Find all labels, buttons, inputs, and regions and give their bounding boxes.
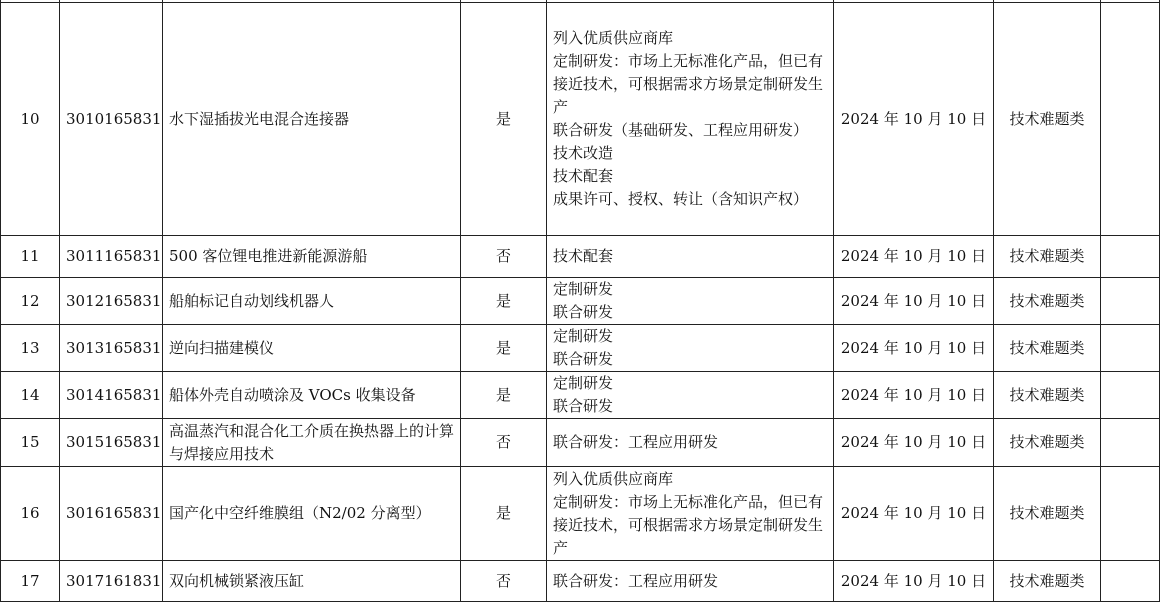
cooperation-mode-line: 定制研发 [553,327,614,345]
remark-cell [1101,3,1160,236]
cooperation-mode-cell [547,236,834,278]
remark-cell [1101,561,1160,602]
cooperation-mode-cell [547,325,834,372]
date-cell: 2024 年 10 月 10 日 [834,372,994,419]
demand-name-cell: 水下湿插拔光电混合连接器 [163,3,461,236]
cooperation-mode-cell [547,419,834,467]
cooperation-mode-line: 联合研发 [553,303,614,321]
cooperation-mode-cell [547,3,834,236]
category-cell: 技术难题类 [994,372,1101,419]
yes-no-cell: 否 [461,419,547,467]
remark-cell [1101,236,1160,278]
remark-cell [1101,467,1160,561]
demand-code-cell: 3012165831 [60,278,163,325]
cooperation-mode-line: 联合研发 [553,397,614,415]
yes-no-cell: 否 [461,561,547,602]
table-row [1,467,1160,561]
table-row [1,3,1160,236]
yes-no-cell: 否 [461,236,547,278]
demand-name-cell: 国产化中空纤维膜组（N2/02 分离型） [163,467,461,561]
category-cell: 技术难题类 [994,419,1101,467]
cooperation-mode-cell [547,372,834,419]
row-number-cell: 10 [1,3,60,236]
yes-no-cell: 是 [461,3,547,236]
remark-cell [1101,278,1160,325]
cooperation-mode-line: 联合研发：工程应用研发 [553,571,719,590]
cooperation-mode-line: 列入优质供应商库 [553,469,674,488]
yes-no-cell: 是 [461,278,547,325]
yes-no-cell: 是 [461,372,547,419]
demand-code-cell: 3015165831 [60,419,163,467]
demand-name-cell: 高温蒸汽和混合化工介质在换热器上的计算与焊接应用技术 [163,419,461,467]
row-number-cell: 11 [1,236,60,278]
row-number-cell: 12 [1,278,60,325]
category-cell: 技术难题类 [994,3,1101,236]
cooperation-mode-line: 定制研发 [553,374,614,392]
date-cell: 2024 年 10 月 10 日 [834,278,994,325]
cooperation-mode-line: 联合研发：工程应用研发 [553,433,719,451]
demand-code-cell: 3017161831 [60,561,163,602]
date-cell: 2024 年 10 月 10 日 [834,561,994,602]
cooperation-mode-line: 定制研发：市场上无标准化产品，但已有接近技术，可根据需求方场景定制研发生产 [553,52,824,116]
table-row [1,325,1160,372]
category-cell: 技术难题类 [994,561,1101,602]
row-number-cell: 16 [1,467,60,561]
table-row [1,419,1160,467]
cooperation-mode-line: 技术配套 [553,167,614,185]
demand-name-cell: 500 客位锂电推进新能源游船 [163,236,461,278]
demand-code-cell: 3011165831 [60,236,163,278]
row-number-cell: 15 [1,419,60,467]
cooperation-mode-line: 技术配套 [553,247,614,265]
demand-code-cell: 3010165831 [60,3,163,236]
demand-code-cell: 3016165831 [60,467,163,561]
date-cell: 2024 年 10 月 10 日 [834,325,994,372]
demand-code-cell: 3014165831 [60,372,163,419]
cooperation-mode-line: 技术改造 [553,144,614,162]
demand-name-cell: 双向机械锁紧液压缸 [163,561,461,602]
row-number-cell: 14 [1,372,60,419]
cooperation-mode-cell [547,278,834,325]
cooperation-mode-line: 定制研发：市场上无标准化产品，但已有接近技术，可根据需求方场景定制研发生产 [553,492,824,557]
demand-code-cell: 3013165831 [60,325,163,372]
yes-no-cell: 是 [461,325,547,372]
category-cell: 技术难题类 [994,325,1101,372]
demand-name-cell: 逆向扫描建模仪 [163,325,461,372]
demand-name-cell: 船舶标记自动划线机器人 [163,278,461,325]
row-number-cell: 17 [1,561,60,602]
remark-cell [1101,325,1160,372]
table-row [1,372,1160,419]
date-cell: 2024 年 10 月 10 日 [834,3,994,236]
cooperation-mode-line: 列入优质供应商库 [553,29,674,47]
category-cell: 技术难题类 [994,236,1101,278]
date-cell: 2024 年 10 月 10 日 [834,467,994,561]
table-row [1,278,1160,325]
table-row [1,236,1160,278]
table-body [1,3,1160,602]
cooperation-mode-cell [547,561,834,602]
cooperation-mode-line: 联合研发 [553,350,614,368]
remark-cell [1101,372,1160,419]
demand-name-cell: 船体外壳自动喷涂及 VOCs 收集设备 [163,372,461,419]
cooperation-mode-line: 成果许可、授权、转让（含知识产权） [553,190,809,208]
cooperation-mode-line: 联合研发（基础研发、工程应用研发） [553,121,809,139]
date-cell: 2024 年 10 月 10 日 [834,419,994,467]
date-cell: 2024 年 10 月 10 日 [834,236,994,278]
cooperation-mode-cell [547,467,834,561]
yes-no-cell: 是 [461,467,547,561]
remark-cell [1101,419,1160,467]
category-cell: 技术难题类 [994,467,1101,561]
category-cell: 技术难题类 [994,278,1101,325]
cooperation-mode-line: 定制研发 [553,280,614,298]
table-row [1,561,1160,602]
row-number-cell: 13 [1,325,60,372]
